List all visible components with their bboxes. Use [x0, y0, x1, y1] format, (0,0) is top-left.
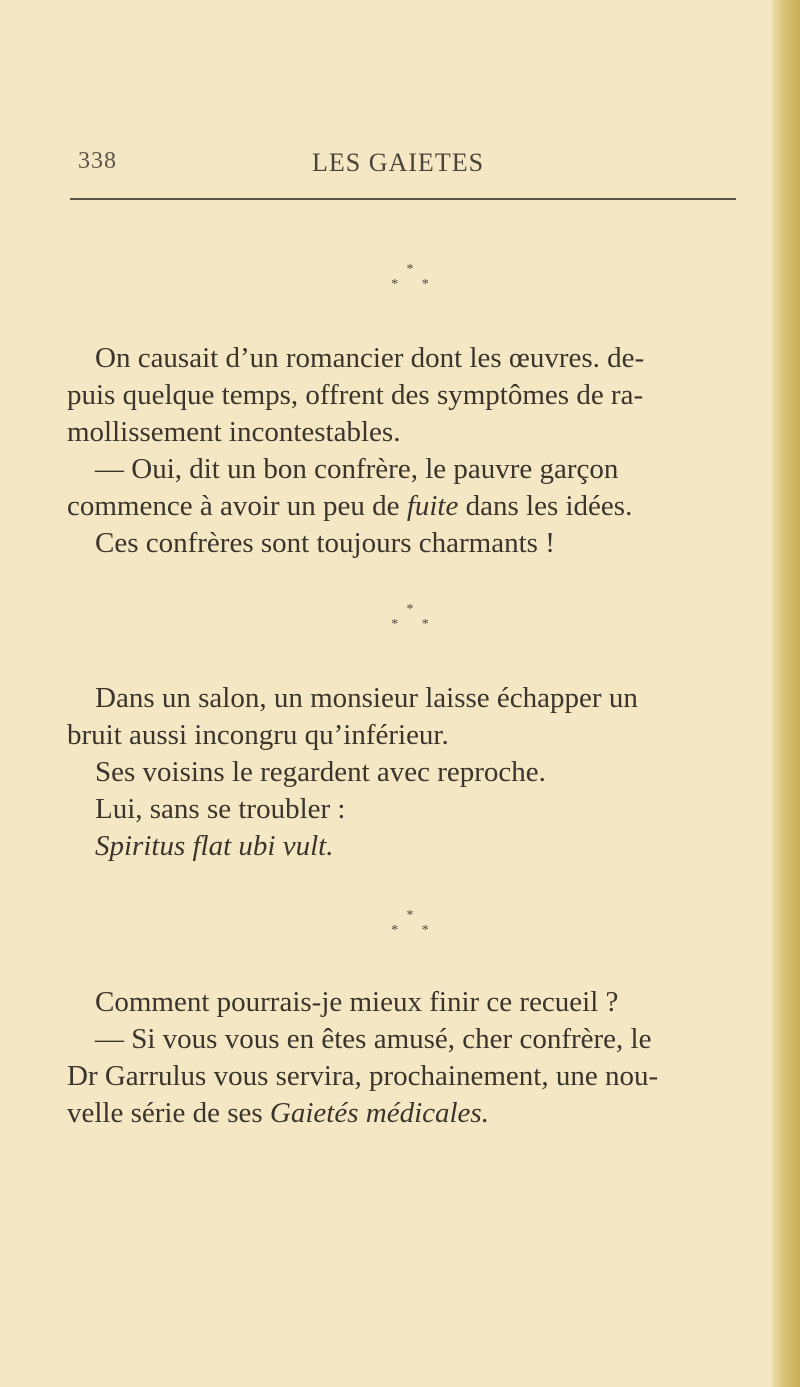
- latin-quote: Spiritus flat ubi vult.: [95, 830, 334, 862]
- text-line: bruit aussi incongru qu’inférieur.: [67, 719, 449, 751]
- separator-star-top: *: [406, 602, 414, 617]
- closing-paragraph: [67, 984, 767, 1132]
- anecdote-1: [67, 340, 767, 562]
- page-edge: [772, 0, 800, 1387]
- text-line: — Oui, dit un bon confrère, le pauvre garçon: [95, 453, 619, 485]
- text-line: Comment pourrais-je mieux finir ce recueil ?: [95, 986, 619, 1018]
- separator-star-top: *: [406, 262, 414, 277]
- text-line: Ces confrères sont toujours charmants !: [95, 527, 555, 559]
- page-number: 338: [78, 148, 117, 174]
- header-rule: [70, 198, 736, 200]
- text-run: velle série de ses: [67, 1097, 270, 1129]
- text-line: puis quelque temps, offrent des symptômes de ra-: [67, 379, 644, 411]
- section-separator: [380, 262, 440, 292]
- text-line: Dr Garrulus vous servira, prochainement, une nou-: [67, 1060, 659, 1092]
- italic-word: fuite: [406, 490, 459, 522]
- separator-stars-bottom: * *: [391, 277, 439, 292]
- text-line: [67, 488, 767, 525]
- separator-stars-bottom: * *: [391, 617, 439, 632]
- text-line: mollissement incontestables.: [67, 416, 401, 448]
- separator-stars-bottom: * *: [391, 923, 439, 938]
- italic-title: Gaietés médicales.: [269, 1097, 489, 1129]
- text-line: Ses voisins le regardent avec reproche.: [95, 756, 546, 788]
- text-line: Lui, sans se troubler :: [95, 793, 346, 825]
- text-line: On causait d’un romancier dont les œuvres. de-: [95, 342, 645, 374]
- text-line: [67, 1095, 767, 1132]
- separator-star-top: *: [406, 908, 414, 923]
- section-separator: [380, 908, 440, 938]
- text-run: commence à avoir un peu de: [67, 490, 407, 522]
- section-separator: [380, 602, 440, 632]
- text-run: dans les idées.: [458, 490, 633, 522]
- running-title: LES GAIETES: [312, 148, 485, 177]
- running-head: [0, 148, 800, 188]
- text-line: — Si vous vous en êtes amusé, cher confrère, le: [95, 1023, 652, 1055]
- text-line: Dans un salon, un monsieur laisse échapper un: [95, 682, 638, 714]
- anecdote-2: [67, 680, 767, 865]
